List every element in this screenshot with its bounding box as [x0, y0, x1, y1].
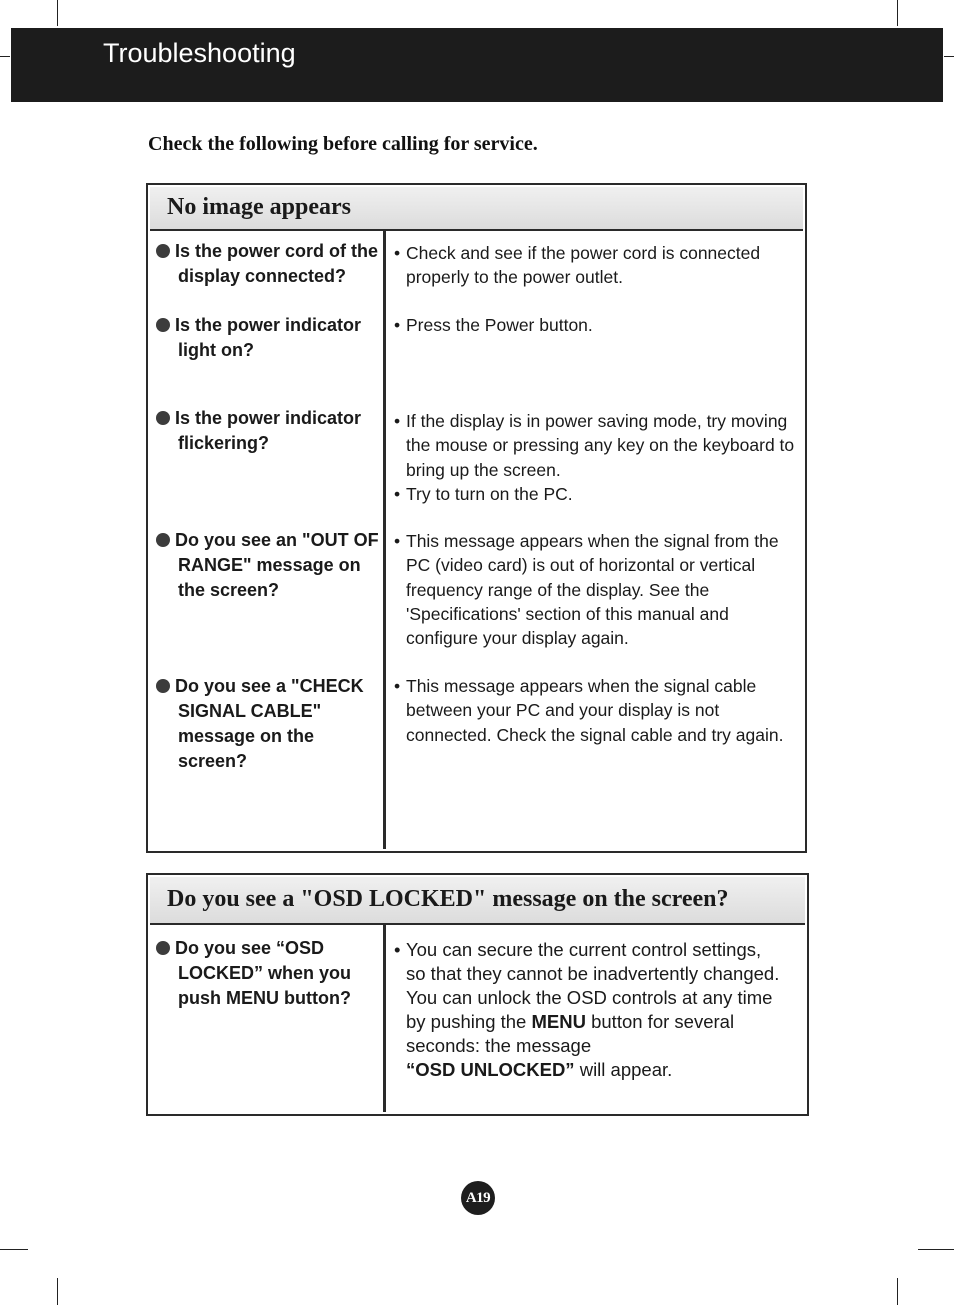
bullet-dot-icon — [156, 318, 170, 332]
question-power-cord: Is the power cord of the display connected? — [156, 239, 378, 289]
answer-out-of-range: • This message appears when the signal from the PC (video card) is out of horizontal or vertical frequency range of the display. See the 'Specifications' section of this manual and configure your display again. — [394, 531, 779, 649]
question-check-signal-cable: Do you see a "CHECK SIGNAL CABLE" message on the screen? — [156, 674, 364, 774]
crop-mark — [57, 0, 58, 26]
page-title: Troubleshooting — [103, 38, 296, 68]
question-out-of-range: Do you see an "OUT OF RANGE" message on the screen? — [156, 528, 379, 603]
column-divider — [383, 925, 386, 1112]
answer-power-cord: • Check and see if the power cord is connected properly to the power outlet. — [394, 243, 761, 288]
bullet-dot-icon — [156, 533, 170, 547]
section-title: No image appears — [167, 194, 351, 220]
answer-osd-locked: • You can secure the current control settings, so that they cannot be inadvertently changed. You can unlock the OSD controls at any time by pushing the MENU button for several seconds: the message “OSD UNLOCKED” will appear. — [394, 939, 780, 1080]
question-power-indicator-flicker: Is the power indicator flickering? — [156, 406, 361, 456]
page-number-badge: A19 — [461, 1181, 495, 1215]
crop-mark — [0, 56, 10, 57]
crop-mark — [944, 56, 954, 57]
crop-mark — [57, 1278, 58, 1305]
bullet-dot-icon — [156, 679, 170, 693]
bullet-dot-icon — [156, 411, 170, 425]
question-osd-locked: Do you see “OSD LOCKED” when you push MENU button? — [156, 936, 351, 1011]
bullet-dot-icon — [156, 941, 170, 955]
crop-mark — [897, 1278, 898, 1305]
column-divider — [383, 231, 386, 849]
intro-text: Check the following before calling for service. — [148, 133, 538, 155]
answer-signal-cable: • This message appears when the signal cable between your PC and your display is not connected. Check the signal cable and try again. — [394, 676, 784, 745]
crop-mark — [897, 0, 898, 26]
crop-mark — [918, 1249, 954, 1250]
panel-header — [150, 187, 803, 231]
bullet-dot-icon — [156, 244, 170, 258]
crop-mark — [0, 1249, 28, 1250]
question-power-indicator-on: Is the power indicator light on? — [156, 313, 361, 363]
section-title: Do you see a "OSD LOCKED" message on the screen? — [167, 886, 729, 912]
panel-header — [150, 877, 805, 925]
answer-power-saving: • If the display is in power saving mode, try moving the mouse or pressing any key on the keyboard to bring up the screen. • Try to turn on the PC. — [394, 411, 795, 504]
answer-power-button: • Press the Power button. — [394, 315, 593, 335]
